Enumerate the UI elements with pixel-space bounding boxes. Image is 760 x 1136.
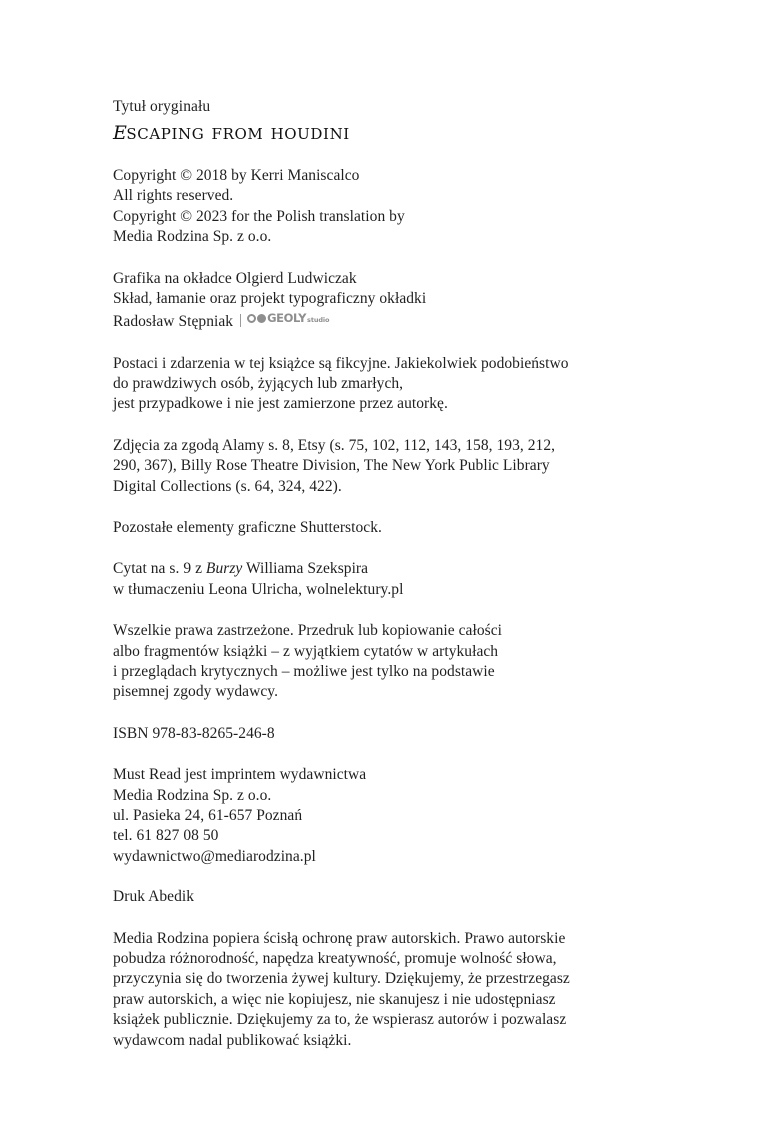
copyright-line-2: All rights reserved. xyxy=(113,187,234,205)
original-title-initial: e xyxy=(113,115,127,146)
rights-line-3: i przeglądach krytycznych – możliwe jest tylko na podstawie xyxy=(113,663,495,681)
quote-credit-line-2: w tłumaczeniu Leona Ulricha, wolnelektury.pl xyxy=(113,580,404,598)
logo-ring-icon xyxy=(247,314,256,323)
closing-line-6: wydawcom nadal publikować książki. xyxy=(113,1031,352,1049)
rights-line-1: Wszelkie prawa zastrzeżone. Przedruk lub kopiowanie całości xyxy=(113,622,502,640)
typesetting-credit: Skład, łamanie oraz projekt typograficzny okładki xyxy=(113,290,427,308)
quote-credit-block xyxy=(113,559,643,600)
closing-line-3: przyczynia się do tworzenia żywej kultury. Dziękujemy, że przestrzegasz xyxy=(113,970,570,988)
photo-credits-line-1: Zdjęcia za zgodą Alamy s. 8, Etsy (s. 75, 102, 112, 143, 158, 193, 212, xyxy=(113,436,556,454)
copyright-line-4: Media Rodzina Sp. z o.o. xyxy=(113,228,272,246)
studio-logo-mark xyxy=(247,310,307,325)
publisher-address: ul. Pasieka 24, 61-657 Poznań xyxy=(113,807,303,825)
publisher-email: wydawnictwo@mediarodzina.pl xyxy=(113,847,316,865)
publisher-name: Media Rodzina Sp. z o.o. xyxy=(113,786,272,804)
photo-credits-line-3: Digital Collections (s. 64, 324, 422). xyxy=(113,477,342,495)
disclaimer-line-1: Postaci i zdarzenia w tej książce są fikcyjne. Jakiekolwiek podobieństwo xyxy=(113,354,569,372)
disclaimer-block xyxy=(113,354,643,415)
closing-line-4: praw autorskich, a więc nie kopiujesz, nie skanujesz i nie udostępniasz xyxy=(113,990,556,1008)
quote-credit-pre: Cytat na s. 9 z xyxy=(113,560,206,578)
isbn: ISBN 978-83-8265-246-8 xyxy=(113,724,275,742)
other-graphics-block xyxy=(113,518,643,538)
quote-source-title: Burzy xyxy=(205,560,243,578)
rights-line-2: albo fragmentów książki – z wyjątkiem cytatów w artykułach xyxy=(113,642,499,660)
designer-credit-line xyxy=(113,309,643,332)
divider xyxy=(240,314,241,327)
copyright-block xyxy=(113,166,643,248)
studio-logo-subtext: studio xyxy=(307,316,330,325)
credits-block xyxy=(113,269,643,333)
closing-line-2: pobudza różnorodność, napędza kreatywność, promuje wolność słowa, xyxy=(113,950,557,968)
copyright-line-3: Copyright © 2023 for the Polish translation by xyxy=(113,207,405,225)
copyright-content xyxy=(113,97,643,1051)
isbn-block xyxy=(113,724,643,744)
printer-block xyxy=(113,887,643,907)
disclaimer-line-2: do prawdziwych osób, żyjących lub zmarłych, xyxy=(113,374,404,392)
cover-art-credit: Grafika na okładce Olgierd Ludwiczak xyxy=(113,269,357,287)
designer-name: Radosław Stępniak xyxy=(113,313,234,331)
rights-block xyxy=(113,621,643,703)
original-title-rest: scaping from houdini xyxy=(126,120,350,144)
original-title-label: Tytuł oryginału xyxy=(113,98,211,115)
quote-credit-post: Williama Szekspira xyxy=(242,560,369,578)
disclaimer-line-3: jest przypadkowe i nie jest zamierzone przez autorkę. xyxy=(113,395,448,413)
closing-line-1: Media Rodzina popiera ścisłą ochronę praw autorskich. Prawo autorskie xyxy=(113,929,566,947)
logo-dot-icon xyxy=(257,314,266,323)
publisher-imprint-line: Must Read jest imprintem wydawnictwa xyxy=(113,766,367,784)
closing-statement-block xyxy=(113,929,643,1051)
publisher-block xyxy=(113,765,643,867)
original-title xyxy=(113,115,643,146)
studio-logo-text: GEOLY xyxy=(267,310,307,325)
printer: Druk Abedik xyxy=(113,888,195,906)
other-graphics-line: Pozostałe elementy graficzne Shutterstock. xyxy=(113,518,382,536)
copyright-line-1: Copyright © 2018 by Kerri Maniscalco xyxy=(113,167,360,184)
closing-line-5: książek publicznie. Dziękujemy za to, że wspierasz autorów i pozwalasz xyxy=(113,1011,567,1029)
publisher-phone: tel. 61 827 08 50 xyxy=(113,827,219,845)
rights-line-4: pisemnej zgody wydawcy. xyxy=(113,683,279,701)
photo-credits-line-2: 290, 367), Billy Rose Theatre Division, The New York Public Library xyxy=(113,457,550,475)
quote-credit-line-1 xyxy=(113,559,643,579)
photo-credits-block xyxy=(113,436,643,497)
studio-logo xyxy=(240,308,329,328)
